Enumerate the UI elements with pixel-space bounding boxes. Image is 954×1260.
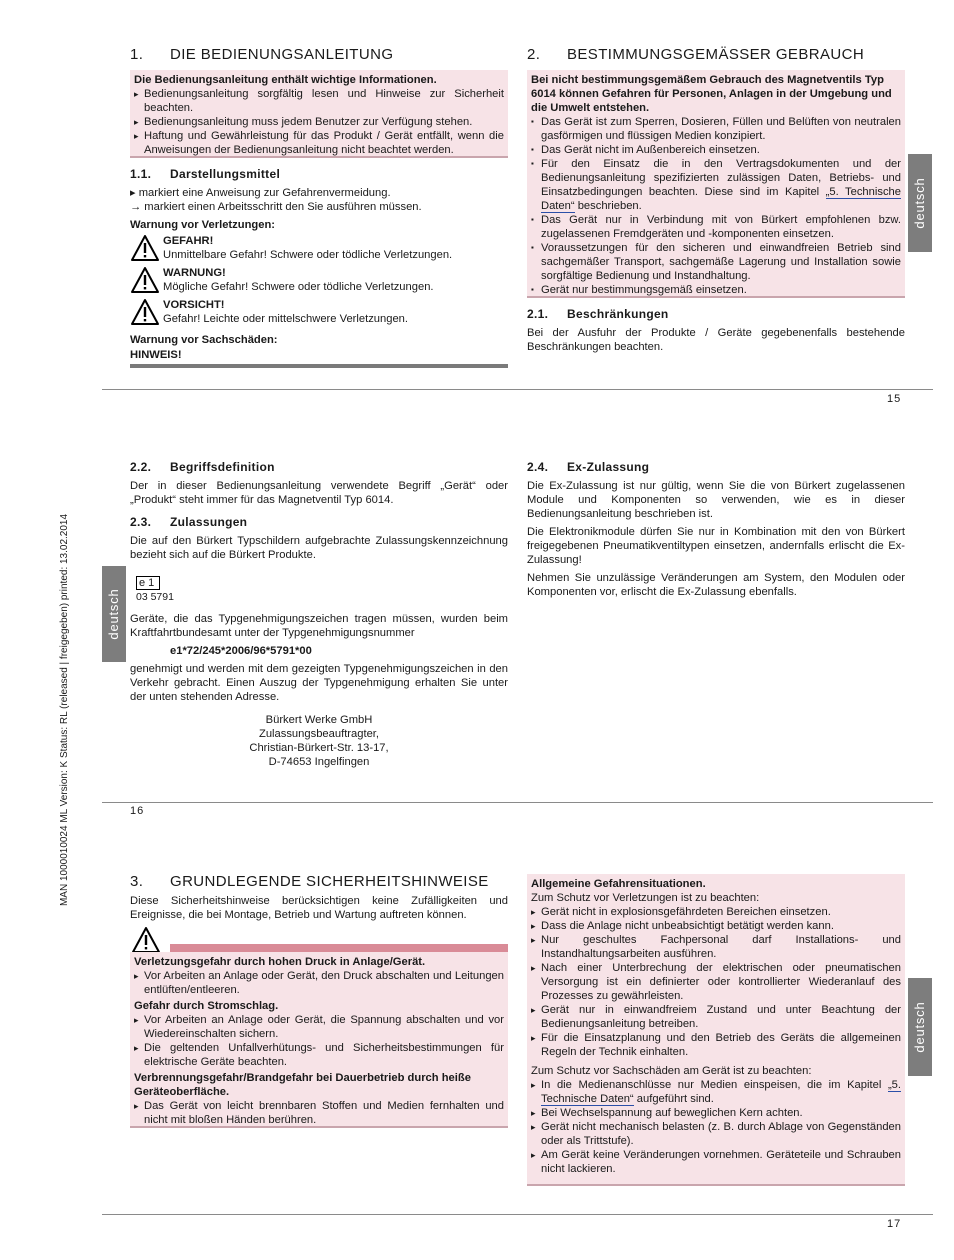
section-title-text: Darstellungsmittel — [170, 167, 281, 181]
approval-mark-text: e 1 — [139, 577, 155, 589]
list-item: ▸ Bedienungsanleitung sorgfältig lesen und Hinweise zur Sicherheit beachten. — [134, 87, 504, 115]
info-box-manual — [130, 70, 508, 158]
section-2-2-title — [130, 460, 275, 475]
page-divider — [102, 1214, 933, 1215]
bullet-list — [134, 969, 504, 997]
section-2-1-title — [527, 307, 669, 322]
paragraph: Die Ex-Zulassung ist nur gültig, wenn Sie die von Bürkert zugelassenen Module und Komponenten so verwenden, wie es in dieser Bedienungsanleitung beschrieben ist. — [527, 480, 905, 520]
tab-label: deutsch — [912, 1001, 927, 1053]
warning-triangle-icon — [130, 234, 160, 262]
warning-triangle-icon — [130, 298, 160, 326]
legend-lines — [130, 186, 508, 214]
list-item: ▸ Bei Wechselspannung auf beweglichen Kern achten. — [531, 1106, 901, 1120]
address-line: Zulassungsbeauftragter, — [258, 728, 380, 740]
section-title-text: GRUNDLEGENDE SICHERHEITSHINWEISE — [170, 873, 489, 890]
page-number: 17 — [887, 1218, 902, 1230]
list-item: ▪ Das Gerät nicht im Außenbereich einsetzen. — [531, 143, 901, 157]
list-item: ▪ Voraussetzungen für den sicheren und einwandfreien Betrieb sind sachgemäßer Transport, sachgemäße Lagerung und Installation sowie sorgfältige Bedienung und Instandhaltung. — [531, 241, 901, 283]
tab-label: deutsch — [912, 177, 927, 229]
page-divider — [102, 802, 933, 803]
approvals-text-2: Geräte, die das Typgenehmigungszeichen tragen müssen, wurden beim Kraftfahrtbundesamt unter der Typgenehmigungsnummer — [130, 613, 508, 639]
box-title: Bei nicht bestimmungsgemäßem Gebrauch des Magnetventils Typ 6014 können Gefahren für Personen, Anlagen in der Umgebung und die Umwelt entstehen. — [531, 74, 892, 114]
general-hazards-box — [527, 874, 905, 1186]
info-box-usage — [527, 70, 905, 298]
document-meta-text: MAN 1000010024 ML Version: K Status: RL (released | freigegeben) printed: 13.02.2014 — [59, 513, 70, 907]
page-number: 15 — [887, 393, 902, 405]
section-title-text: Begriffsdefinition — [170, 460, 275, 474]
section-1-title — [130, 46, 393, 64]
document-meta-sidebar — [58, 470, 72, 950]
approvals-text-3: genehmigt und werden mit dem gezeigten Typgenehmigungszeichen in den Verkehr gebracht. Einen Auszug der Typgenehmigung erhalten Sie unter der unten stehenden Adresse. — [130, 663, 508, 703]
address-block — [130, 713, 508, 769]
restrictions-text: Bei der Ausfuhr der Produkte / Geräte gegebenenfalls bestehende Beschränkungen beachten. — [527, 327, 905, 353]
section-3-title — [130, 873, 489, 891]
box-title: Allgemeine Gefahrensituationen. — [531, 878, 706, 890]
legend-line: ▸ markiert eine Anweisung zur Gefahrenvermeidung. — [130, 187, 391, 199]
page-divider — [102, 389, 933, 390]
paragraph: Nehmen Sie unzulässige Veränderungen am System, den Modulen oder Komponenten vor, erlischt die Ex-Zulassung ebenfalls. — [527, 572, 905, 598]
address-line: Christian-Bürkert-Str. 13-17, — [249, 742, 389, 754]
warning-desc: Mögliche Gefahr! Schwere oder tödliche Verletzungen. — [163, 281, 434, 293]
bullet-list — [531, 115, 901, 297]
list-item-text: In die Medienanschlüsse nur Medien einspeisen, die im Kapitel — [541, 1079, 882, 1091]
list-item: ▸ Bedienungsanleitung muss jedem Benutzer zur Verfügung stehen. — [134, 115, 504, 129]
list-item — [531, 157, 901, 213]
list-item: ▸ Nur geschultes Fachpersonal darf Installations- und Instandhaltungsarbeiten ausführen. — [531, 933, 901, 961]
section-number: 2.1. — [527, 307, 549, 321]
approvals-text: Die auf den Bürkert Typschildern aufgebrachte Zulassungskennzeichnung bezieht sich auf die Bürkert Produkte. — [130, 535, 508, 561]
warning-triangle-icon — [130, 266, 160, 294]
section-2-4-title — [527, 460, 649, 475]
page-number: 16 — [130, 805, 145, 817]
warn-damage-label: Warnung vor Sachschäden: — [130, 334, 278, 346]
section-number: 2.3. — [130, 515, 152, 529]
danger-desc: Unmittelbare Gefahr! Schwere oder tödliche Verletzungen. — [163, 249, 453, 261]
bullet-list — [134, 1013, 504, 1069]
section-title-text: Zulassungen — [170, 515, 248, 529]
caution-desc: Gefahr! Leichte oder mittelschwere Verletzungen. — [163, 313, 409, 325]
notice-label: HINWEIS! — [130, 349, 182, 361]
list-item: ▸ Am Gerät keine Veränderungen vornehmen. Geräteteile und Schrauben nicht lackieren. — [531, 1148, 901, 1176]
section-title-text: Ex-Zulassung — [567, 460, 650, 474]
section-number: 2. — [527, 46, 541, 63]
safety-intro-text: Diese Sicherheitshinweise berücksichtigen keine Zufälligkeiten und Ereignisse, die bei Montage, Betrieb und Wartung auftreten können. — [130, 895, 508, 921]
e1-approval-mark — [136, 576, 160, 590]
list-item: ▸ Die geltenden Unfallverhütungs- und Sicherheitsbestimmungen für elektrische Geräte beachten. — [134, 1041, 504, 1069]
warning-triangle-icon — [130, 926, 162, 954]
link-technical-data[interactable]: „5. Technische Daten“ — [541, 1079, 901, 1105]
ex-approval-text — [527, 479, 905, 599]
danger-title: GEFAHR! — [163, 235, 214, 247]
paragraph: Die Elektronikmodule dürfen Sie nur in Kombination mit den von Bürkert freigegebenen Pneumatikventiltypen einsetzen, andernfalls erlischt die Ex-Zulassung! — [527, 526, 905, 566]
approval-number: e1*72/245*2006/96*5791*00 — [170, 645, 312, 657]
bullet-list — [531, 1078, 901, 1176]
box-subtitle: Zum Schutz vor Verletzungen ist zu beachten: — [531, 892, 760, 904]
list-item: ▪ Das Gerät nur in Verbindung mit von Bürkert empfohlenen bzw. zugelassenen Fremdgeräten und -komponenten einsetzen. — [531, 213, 901, 241]
section-number: 2.4. — [527, 460, 549, 474]
list-item: ▪ Gerät nur bestimmungsgemäß einsetzen. — [531, 283, 901, 297]
section-2-title — [527, 46, 864, 64]
tab-label: deutsch — [106, 588, 121, 640]
section-number: 2.2. — [130, 460, 152, 474]
list-item: ▸ Nach einer Unterbrechung der elektrischen oder pneumatischen Versorgung ist ein definierter oder kontrollierter Wiederanlauf des Prozesses zu gewährleisten. — [531, 961, 901, 1003]
hazard-title: Verletzungsgefahr durch hohen Druck in Anlage/Gerät. — [134, 956, 426, 968]
language-tab — [908, 978, 932, 1076]
link-technical-data[interactable]: „5. Technische Daten“ — [541, 186, 901, 212]
language-tab — [102, 566, 126, 662]
list-item-text: beschrieben. — [574, 200, 642, 212]
list-item: ▸ Gerät nur in einwandfreiem Zustand und unter Beachtung der Bedienungsanleitung betreiben. — [531, 1003, 901, 1031]
list-item: ▸ Vor Arbeiten an Anlage oder Gerät, den Druck abschalten und Leitungen entlüften/entleeren. — [134, 969, 504, 997]
box-subtitle: Zum Schutz vor Sachschäden am Gerät ist zu beachten: — [531, 1065, 812, 1077]
legend-line: → markiert einen Arbeitsschritt den Sie ausführen müssen. — [130, 201, 422, 213]
section-number: 1.1. — [130, 167, 152, 181]
section-number: 1. — [130, 46, 144, 63]
list-item: ▸ Vor Arbeiten an Anlage oder Gerät, die Spannung abschalten und vor Wiedereinschalten sichern. — [134, 1013, 504, 1041]
hazard-title: Verbrennungsgefahr/Brandgefahr bei Dauerbetrieb durch heiße Geräteoberfläche. — [134, 1072, 471, 1098]
approval-mark-number: 03 5791 — [136, 591, 174, 603]
notice-bar — [130, 348, 508, 368]
section-title-text: DIE BEDIENUNGSANLEITUNG — [170, 46, 394, 63]
section-title-text: BESTIMMUNGSGEMÄSSER GEBRAUCH — [567, 46, 865, 63]
section-2-3-title — [130, 515, 247, 530]
bullet-list — [134, 87, 504, 157]
safety-warning-box — [130, 952, 508, 1128]
list-item: ▸ Gerät nicht mechanisch belasten (z. B. durch Ablage von Gegenständen oder als Trittstufe). — [531, 1120, 901, 1148]
warning-header-bar — [170, 944, 508, 952]
section-title-text: Beschränkungen — [567, 307, 669, 321]
definition-text: Der in dieser Bedienungsanleitung verwendete Begriff „Gerät“ oder „Produkt“ steht immer für das Magnetventil Typ 6014. — [130, 480, 508, 506]
list-item-text: Für den Einsatz die in den Vertragsdokumenten und der Bedienungsanleitung spezifizierten zulässigen Daten, Betriebs- und Einsatzbedingungen beachten. Diese sind im Kapitel — [541, 158, 901, 198]
section-1-1-title — [130, 167, 280, 182]
list-item: ▸ Das Gerät von leicht brennbaren Stoffen und Medien fernhalten und nicht mit bloßen Händen berühren. — [134, 1099, 504, 1127]
box-title: Die Bedienungsanleitung enthält wichtige Informationen. — [134, 74, 437, 86]
warn-injury-label: Warnung vor Verletzungen: — [130, 219, 276, 231]
list-item: ▸ Gerät nicht in explosionsgefährdeten Bereichen einsetzen. — [531, 905, 901, 919]
list-item: ▸ Für die Einsatzplanung und den Betrieb des Geräts die allgemeinen Regeln der Technik einhalten. — [531, 1031, 901, 1059]
list-item: ▸ Haftung und Gewährleistung für das Produkt / Gerät entfällt, wenn die Anweisungen der Bedienungsanleitung nicht beachtet werden. — [134, 129, 504, 157]
list-item: ▸ Dass die Anlage nicht unbeabsichtigt betätigt werden kann. — [531, 919, 901, 933]
bullet-list — [531, 905, 901, 1059]
caution-title: VORSICHT! — [163, 299, 225, 311]
language-tab — [908, 154, 932, 252]
address-line: D-74653 Ingelfingen — [268, 756, 370, 768]
warning-title: WARNUNG! — [163, 267, 226, 279]
bullet-list — [134, 1099, 504, 1127]
list-item: ▪ Das Gerät ist zum Sperren, Dosieren, Füllen und Belüften von neutralen gasförmigen und flüssigen Medien konzipiert. — [531, 115, 901, 143]
section-number: 3. — [130, 873, 144, 890]
list-item-text: aufgeführt sind. — [633, 1093, 714, 1105]
list-item — [531, 1078, 901, 1106]
address-line: Bürkert Werke GmbH — [265, 714, 373, 726]
hazard-title: Gefahr durch Stromschlag. — [134, 1000, 279, 1012]
